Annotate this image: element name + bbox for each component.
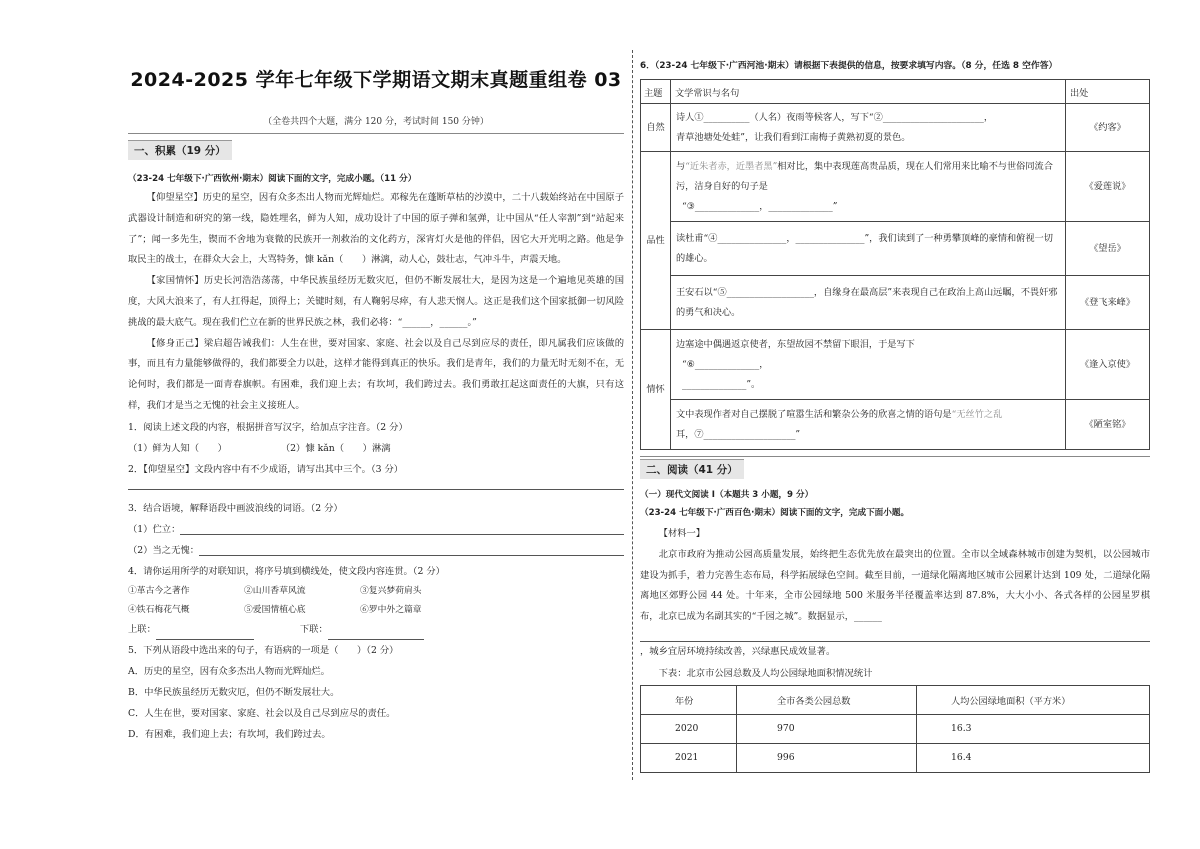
- park-stats-table: [640, 685, 1150, 773]
- left-column: [128, 58, 624, 745]
- option: ⑤爱国情植心底: [244, 604, 306, 615]
- source-cell: 《约客》: [1066, 104, 1150, 152]
- quote-text: “近朱者赤，近墨者黑”: [685, 160, 778, 172]
- content-line: “③______________，______________”: [682, 200, 838, 212]
- right-column: [640, 58, 1150, 773]
- column-header: 全市各类公园总数: [737, 685, 917, 714]
- source-cell: 《登飞来峰》: [1066, 276, 1150, 330]
- table-row: [641, 104, 1150, 152]
- table-row: [641, 222, 1150, 276]
- option-b: B．中华民族虽经历无数灾厄，但仍不断发展壮大。: [128, 686, 340, 698]
- theme-cell: 情怀: [641, 330, 671, 450]
- content-text: 文中表现作者对自己摆脱了喧嚣生活和繁杂公务的欣喜之情的语句是: [676, 408, 952, 420]
- content-line: 边塞途中偶遇返京使者，东望故园不禁留下眼泪，于是写下: [676, 338, 915, 350]
- column-divider: [632, 50, 633, 780]
- material-paragraph-end: ，城乡宜居环境持续改善，兴绿惠民成效显著。: [640, 645, 836, 657]
- option: ③复兴梦荷肩头: [360, 585, 422, 596]
- source-cell: 《爱莲说》: [1066, 152, 1150, 222]
- question-3: 3．结合语境，解释语段中画波浪线的词语。（2 分）: [128, 502, 343, 514]
- upper-couplet-label: 上联：: [128, 623, 156, 635]
- content-line: 耳，⑦____________________”: [676, 428, 801, 440]
- section-heading-2: 二、阅读（41 分）: [640, 459, 744, 479]
- question-3a-row: [128, 519, 624, 540]
- option: ①革古今之著作: [128, 585, 190, 596]
- section-divider: [128, 133, 624, 134]
- section-2: [640, 456, 1150, 773]
- table-header-row: [641, 80, 1150, 104]
- question-source: （23-24 七年级下·广西钦州·期末）阅读下面的文字，完成小题。（11 分）: [128, 174, 417, 184]
- column-header: 主题: [641, 80, 671, 104]
- table-row: [641, 400, 1150, 450]
- content-line: 诗人①__________（人名）夜雨等候客人，写下“②______________________，: [676, 111, 994, 123]
- quote-text: “无丝竹之乱: [951, 408, 1003, 420]
- column-header: 文学常识与名句: [671, 80, 1066, 104]
- answer-line[interactable]: [199, 544, 624, 556]
- source-cell: 《逢入京使》: [1066, 330, 1150, 400]
- question-1b: （2）慷 kǎn（ ）淋漓: [280, 442, 391, 454]
- theme-cell: 品性: [641, 152, 671, 330]
- literature-table: [640, 79, 1150, 450]
- source-cell: 《陋室铭》: [1066, 400, 1150, 450]
- content-line: 青草池塘处处蛙”，让我们看到江南梅子黄熟初夏的景色。: [676, 131, 911, 143]
- fill-blank-line[interactable]: [640, 632, 1150, 642]
- question-source: （23-24 七年级下·广西百色·期末）阅读下面的文字，完成下面小题。: [640, 508, 910, 518]
- table-caption: 下表：北京市公园总数及人均公园绿地面积情况统计: [658, 667, 873, 679]
- table-row: [641, 743, 1150, 772]
- question-4: 4．请你运用所学的对联知识，将序号填到横线处，使文段内容连贯。（2 分）: [128, 565, 445, 577]
- table-cell: 2021: [641, 743, 737, 772]
- theme-cell: 自然: [641, 104, 671, 152]
- couplet-answer-row: [128, 620, 624, 640]
- page-title: 2024-2025 学年七年级下学期语文期末真题重组卷 03: [130, 69, 622, 91]
- table-cell: 996: [737, 743, 917, 772]
- question-2: 2．【仰望星空】文段内容中有不少成语，请写出其中三个。（3 分）: [128, 463, 404, 475]
- lower-couplet-label: 下联：: [299, 623, 328, 635]
- couplet-options: [128, 582, 624, 620]
- table-row: [641, 152, 1150, 222]
- table-row: [641, 714, 1150, 743]
- upper-couplet-blank[interactable]: [156, 628, 254, 640]
- option: ⑥罗中外之篇章: [360, 604, 422, 615]
- content-text: 相对比，集中表现莲高贵品质，现在人们常用来比喻不与世俗同流合污，洁身自好的句子是: [676, 160, 1053, 192]
- question-3b: （2）当之无愧：: [128, 544, 199, 556]
- content-cell: [671, 104, 1066, 152]
- material-text: 北京市政府为推动公园高质量发展，始终把生态优先放在最突出的位置。全市以全域森林城市创建为契机，以公园城市建设为抓手，着力完善生态布局，科学拓展绿色空间。截至目前，一道绿化隔离地区城市公园累计达到 109 处，二道绿化隔离地区郊野公园 44 处。十年来，全市公园绿地 500 米服务半径覆盖率达到 87.8%，大大小小、各式各样的公园星罗棋布，北京已成为名副其实的“千园之城”。数据显示，______: [640, 548, 1150, 623]
- column-header: 年份: [641, 685, 737, 714]
- question-5: 5．下列从语段中选出来的句子，有语病的一项是（ ）（2 分）: [128, 644, 399, 656]
- subsection-heading: （一）现代文阅读 I（本题共 3 小题，9 分）: [640, 490, 814, 500]
- content-line: “⑥______________，: [682, 358, 769, 370]
- option-c: C．人生在世，要对国家、家庭、社会以及自己尽到应尽的责任。: [128, 707, 396, 719]
- question-1: 1．阅读上述文段的内容，根据拼音写汉字，给加点字注音。（2 分）: [128, 421, 408, 433]
- option: ④铁石梅花气概: [128, 604, 190, 615]
- passage-paragraph-1: 【仰望星空】历史的星空，因有众多杰出人物而光辉灿烂。邓稼先在蓬断草枯的沙漠中，二十八载始终站在中国原子武器设计制造和研究的第一线，隐姓埋名，鲜为人知，成功设计了中国的原子弹和氢弹，让中国从“任人宰割”到“站起来了”；闻一多先生，锲而不舍地为衰微的民族开一剂救治的文化药方，深宵灯火是他的伴侣，因它大开光明之路。他是争取民主的战士，在群众大会上，大骂特务，慷 kǎn（ ）淋漓，动人心，鼓壮志，气冲斗牛，声震天地。: [128, 192, 624, 266]
- table-cell: 16.3: [917, 714, 1150, 743]
- question-6: 6．（23-24 七年级下·广西河池·期末）请根据下表提供的信息，按要求填写内容。（8 分，任选 8 空作答）: [640, 61, 1058, 71]
- content-cell: 读杜甫“④_______________，_______________”，我们读到了一种勇攀顶峰的豪情和俯视一切的雄心。: [671, 222, 1066, 276]
- content-text: 与: [676, 160, 686, 172]
- content-cell: 王安石以“⑤___________________，自缘身在最高层”来表现自己在政治上高山远瞩，不畏奸邪的勇气和决心。: [671, 276, 1066, 330]
- question-3a: （1）伫立：: [128, 523, 181, 535]
- option-d: D．有困难，我们迎上去；有坎坷，我们跨过去。: [128, 728, 331, 740]
- content-cell: [671, 152, 1066, 222]
- column-header: 人均公园绿地面积（平方米）: [917, 685, 1150, 714]
- option-a: A．历史的星空，因有众多杰出人物而光辉灿烂。: [128, 665, 330, 677]
- table-row: [641, 330, 1150, 400]
- table-cell: 16.4: [917, 743, 1150, 772]
- exam-info: （全卷共四个大题，满分 120 分，考试时间 150 分钟）: [263, 117, 489, 127]
- content-cell: [671, 330, 1066, 400]
- table-cell: 2020: [641, 714, 737, 743]
- answer-line[interactable]: [128, 480, 624, 490]
- passage-paragraph-3: 【修身正己】梁启超告诫我们：人生在世，要对国家、家庭、社会以及自己尽到应尽的责任，即凡属我们应该做的事，而且有力量能够做得的，我们都要全力以赴，这样才能得到真正的快乐。我们是青年，我们的力量无时无刻不在，无论何时，我们都是一面青春旗帜。有困难，我们迎上去；有坎坷，我们跨过去。我们勇敢扛起这面责任的大旗，只有这样，我们才是当之无愧的社会主义接班人。: [128, 337, 624, 411]
- table-cell: 970: [737, 714, 917, 743]
- content-line: ______________”。: [682, 378, 761, 390]
- lower-couplet-blank[interactable]: [328, 628, 424, 640]
- question-1a: （1）鲜为人知（ ）: [128, 442, 227, 454]
- question-1-items: [128, 438, 624, 459]
- question-3b-row: [128, 540, 624, 561]
- table-header-row: [641, 685, 1150, 714]
- material-label: 【材料一】: [658, 528, 706, 539]
- source-cell: 《望岳》: [1066, 222, 1150, 276]
- passage-paragraph-2: 【家国情怀】历史长河浩浩荡荡，中华民族虽经历无数灾厄，但仍不断发展壮大，是因为这是一个遍地见英雄的国度，大风大浪来了，有人扛得起，顶得上；关键时刻，有人鞠躬尽瘁，有人悲天悯人。这正是我们这个国家抵御一切风险挑战的最大底气。现在我们伫立在新的世界民族之林，我们必将：“______，______。”: [128, 275, 624, 328]
- table-row: [641, 276, 1150, 330]
- section-heading-1: 一、积累（19 分）: [128, 140, 232, 160]
- option: ②山川香草风流: [244, 585, 306, 596]
- section-divider: [640, 456, 1150, 457]
- answer-line[interactable]: [180, 523, 624, 535]
- content-cell: [671, 400, 1066, 450]
- column-header: 出处: [1066, 80, 1150, 104]
- material-paragraph: [640, 545, 1150, 642]
